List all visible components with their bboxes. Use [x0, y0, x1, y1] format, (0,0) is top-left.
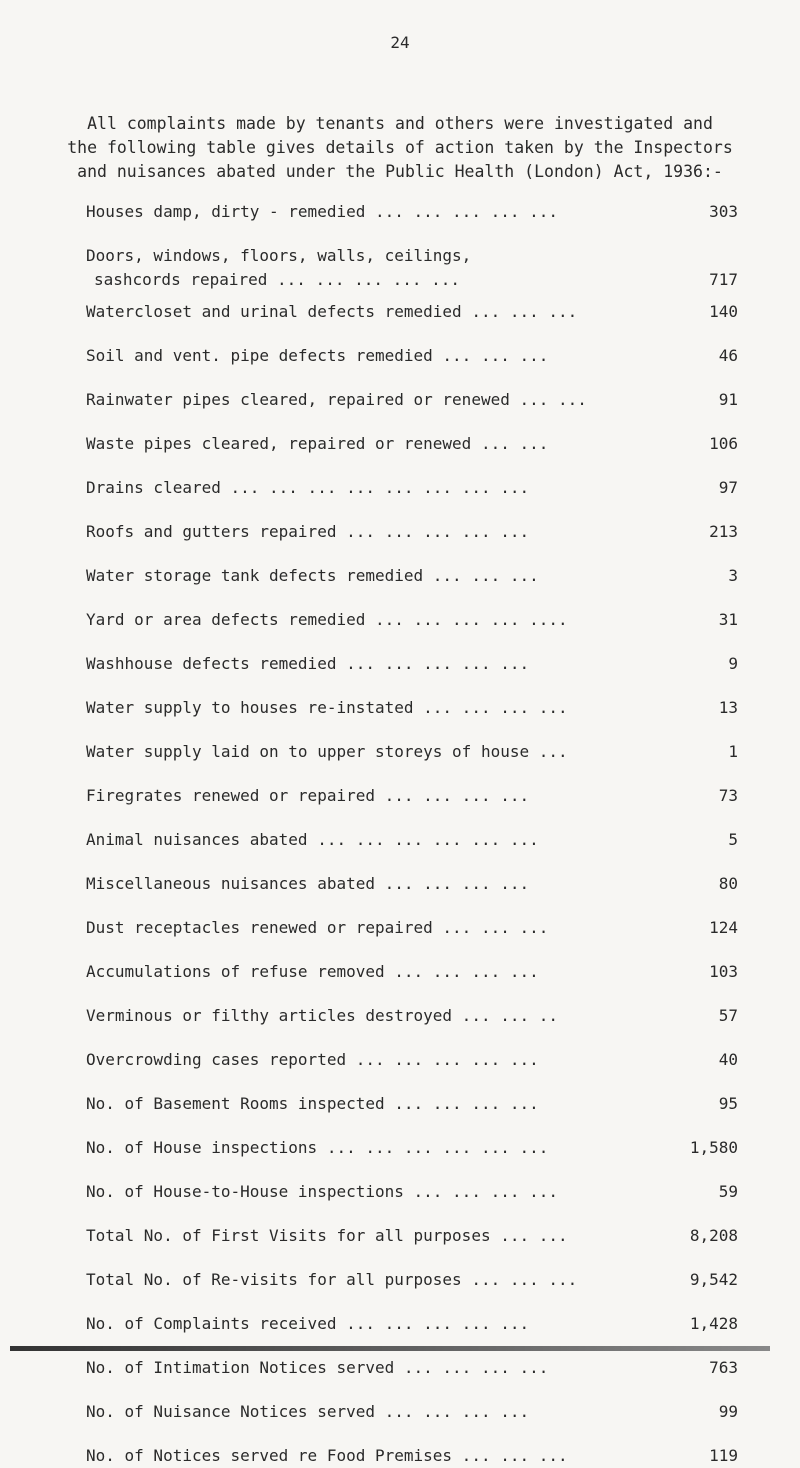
intro-line: All complaints made by tenants and others were investigated and [87, 114, 713, 133]
row-value: 59 [718, 1182, 738, 1201]
row-value: 213 [709, 522, 738, 541]
row-value: 73 [718, 786, 738, 805]
row-label [86, 784, 529, 808]
row-label [86, 1048, 539, 1072]
row-label [86, 520, 529, 544]
row-value: 124 [709, 918, 738, 937]
row-label [86, 200, 558, 224]
row-label-line: Animal nuisances abated ... ... ... ... ... ... [86, 830, 539, 849]
row-value: 1,428 [689, 1314, 738, 1333]
row-label-line: Roofs and gutters repaired ... ... ... ... ... [86, 522, 530, 541]
table-row [86, 608, 746, 632]
row-label-line: Overcrowding cases reported ... ... ... ... ... [86, 1050, 539, 1069]
row-label [86, 1224, 568, 1248]
scan-edge [10, 1346, 770, 1351]
intro-paragraph [5, 112, 795, 184]
row-label-line: No. of Basement Rooms inspected ... ... ... ... [86, 1094, 539, 1113]
row-label [86, 960, 539, 984]
row-value: 9,542 [689, 1270, 738, 1289]
row-label [86, 388, 587, 412]
row-label-line: No. of Notices served re Food Premises ... ... ... [86, 1446, 568, 1465]
table-row [86, 696, 746, 720]
row-value: 13 [718, 698, 738, 717]
row-value: 1,580 [689, 1138, 738, 1157]
row-label [86, 696, 568, 720]
row-label [86, 344, 548, 368]
row-label [86, 1004, 558, 1028]
table-row [86, 1356, 746, 1380]
row-label-line: Water storage tank defects remedied ... ... ... [86, 566, 539, 585]
row-value: 140 [709, 302, 738, 321]
row-value: 97 [718, 478, 738, 497]
table-row [86, 960, 746, 984]
row-value: 95 [718, 1094, 738, 1113]
table-row [86, 1444, 746, 1468]
row-value: 46 [718, 346, 738, 365]
row-label-line: Doors, windows, floors, walls, ceilings, [86, 246, 472, 265]
row-label-line: No. of Complaints received ... ... ... ... ... [86, 1314, 530, 1333]
row-label [86, 432, 548, 456]
row-label [86, 608, 568, 632]
row-value: 8,208 [689, 1226, 738, 1245]
row-label-line: Rainwater pipes cleared, repaired or renewed ... ... [86, 390, 587, 409]
row-label [86, 1356, 548, 1380]
row-label [86, 1444, 568, 1468]
row-label-line: sashcords repaired ... ... ... ... ... [94, 270, 461, 289]
row-label-line: Total No. of Re-visits for all purposes ... ... ... [86, 1270, 578, 1289]
row-label-line: Dust receptacles renewed or repaired ... ... ... [86, 918, 549, 937]
row-label-line: Drains cleared ... ... ... ... ... ... ... ... [86, 478, 530, 497]
table-row [86, 432, 746, 456]
row-label-line: Verminous or filthy articles destroyed ... ... .. [86, 1006, 559, 1025]
row-value: 80 [718, 874, 738, 893]
row-label-line: No. of House-to-House inspections ... ... ... ... [86, 1182, 559, 1201]
row-label [86, 244, 471, 292]
table-row [86, 388, 746, 412]
intro-line: and nuisances abated under the Public Health (London) Act, 1936:- [77, 162, 723, 181]
row-label [86, 1180, 558, 1204]
row-value: 303 [709, 202, 738, 221]
row-label-line: Water supply laid on to upper storeys of house ... [86, 742, 568, 761]
row-value: 9 [728, 654, 738, 673]
table-row [86, 1048, 746, 1072]
row-label-line: Firegrates renewed or repaired ... ... ... ... [86, 786, 530, 805]
row-value: 31 [718, 610, 738, 629]
row-value: 717 [709, 270, 738, 289]
table-row [86, 564, 746, 588]
row-value: 3 [728, 566, 738, 585]
row-value: 5 [728, 830, 738, 849]
row-label-line: Miscellaneous nuisances abated ... ... ... ... [86, 874, 530, 893]
row-label-line: Accumulations of refuse removed ... ... ... ... [86, 962, 539, 981]
table-row [86, 916, 746, 940]
row-label-line: Soil and vent. pipe defects remedied ... ... ... [86, 346, 549, 365]
row-value: 1 [728, 742, 738, 761]
table-row [86, 1004, 746, 1028]
row-label [86, 740, 568, 764]
intro-line: the following table gives details of action taken by the Inspectors [67, 138, 733, 157]
row-label-line: Washhouse defects remedied ... ... ... ... ... [86, 654, 530, 673]
row-label-line: Houses damp, dirty - remedied ... ... ... ... ... [86, 202, 559, 221]
row-value: 40 [718, 1050, 738, 1069]
row-value: 99 [718, 1402, 738, 1421]
table-row [86, 872, 746, 896]
row-label [86, 1268, 577, 1292]
row-label [86, 300, 577, 324]
row-label [86, 476, 529, 500]
table-row [86, 740, 746, 764]
table-row [86, 476, 746, 500]
table-row [86, 520, 746, 544]
row-label-line: Water supply to houses re-instated ... ... ... ... [86, 698, 568, 717]
row-label [86, 828, 539, 852]
table-row [86, 1400, 746, 1424]
row-label [86, 564, 539, 588]
row-label-line: No. of Nuisance Notices served ... ... ... ... [86, 1402, 530, 1421]
table-row [86, 244, 746, 292]
row-label [86, 1400, 529, 1424]
table-row [86, 1268, 746, 1292]
row-label-line: Watercloset and urinal defects remedied ... ... ... [86, 302, 578, 321]
table-row [86, 200, 746, 224]
row-label [86, 1136, 548, 1160]
table-row [86, 784, 746, 808]
row-value: 763 [709, 1358, 738, 1377]
table-row [86, 1092, 746, 1116]
table-row [86, 1180, 746, 1204]
row-label-line: Total No. of First Visits for all purposes ... ... [86, 1226, 568, 1245]
row-value: 91 [718, 390, 738, 409]
row-label [86, 1312, 529, 1336]
row-label-line: Yard or area defects remedied ... ... ... ... .... [86, 610, 568, 629]
table-row [86, 828, 746, 852]
page-number: 24 [390, 33, 410, 52]
row-value: 103 [709, 962, 738, 981]
table-row [86, 1136, 746, 1160]
row-value: 57 [718, 1006, 738, 1025]
table-row [86, 652, 746, 676]
row-label-line: No. of Intimation Notices served ... ... ... ... [86, 1358, 549, 1377]
row-label [86, 872, 529, 896]
row-label [86, 1092, 539, 1116]
table-row [86, 344, 746, 368]
row-value: 106 [709, 434, 738, 453]
row-label-line: No. of House inspections ... ... ... ... ... ... [86, 1138, 549, 1157]
table-row [86, 1312, 746, 1336]
table-row [86, 1224, 746, 1248]
table-row [86, 300, 746, 324]
row-label-line: Waste pipes cleared, repaired or renewed ... ... [86, 434, 549, 453]
row-label [86, 652, 529, 676]
row-value: 119 [709, 1446, 738, 1465]
row-label [86, 916, 548, 940]
